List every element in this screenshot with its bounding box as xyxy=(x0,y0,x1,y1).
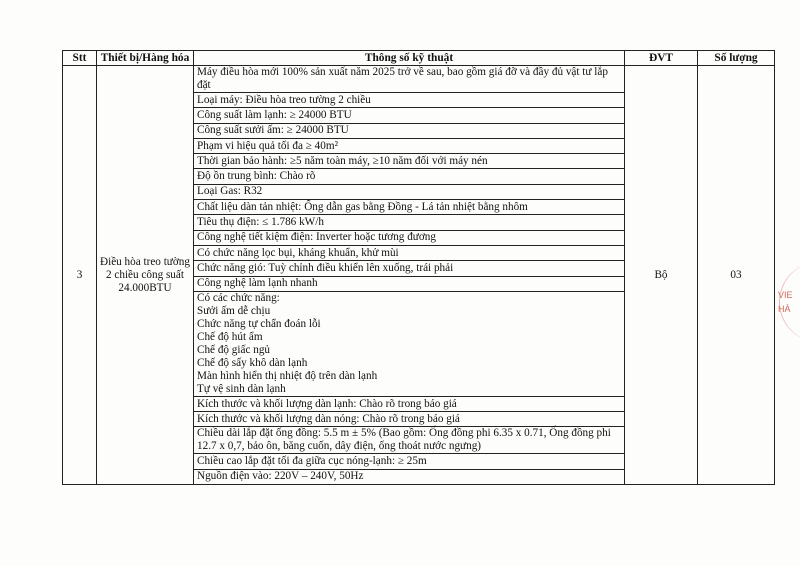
table-header-row xyxy=(63,51,775,66)
spec-feature-line: Chế độ sấy khô dàn lạnh xyxy=(197,356,308,369)
spec-line: Công nghệ làm lạnh nhanh xyxy=(194,276,625,291)
item-device: Điều hòa treo tường 2 chiều công suất 24.000BTU xyxy=(97,66,194,485)
spec-feature-line: Có các chức năng: xyxy=(197,291,280,304)
spec-line: Nguồn điện vào: 220V – 240V, 50Hz xyxy=(194,469,625,484)
spec-feature-line: Tự vệ sinh dàn lạnh xyxy=(197,382,286,395)
spec-feature-line: Chế độ hút ẩm xyxy=(197,330,263,343)
table-row xyxy=(63,66,775,93)
item-unit: Bộ xyxy=(625,66,698,485)
spec-line: Phạm vi hiệu quả tối đa ≥ 40m² xyxy=(194,138,625,153)
spec-features xyxy=(194,291,625,396)
header-spec: Thông số kỹ thuật xyxy=(194,51,625,66)
header-qty: Số lượng xyxy=(698,51,775,66)
spec-line: Chức năng gió: Tuỳ chỉnh điều khiển lên xuống, trái phải xyxy=(194,261,625,276)
spec-feature-line: Màn hình hiển thị nhiệt độ trên dàn lạnh xyxy=(197,369,378,382)
header-device: Thiết bị/Hàng hóa xyxy=(97,51,194,66)
spec-line: Chiều dài lắp đặt ống đồng: 5.5 m ± 5% (Bao gồm: Ống đồng phi 6.35 x 0.71, Ống đồng phi 12.7 x 0,7, bảo ôn, băng cuốn, dây điện, ống thoát nước ngưng) xyxy=(194,427,625,454)
spec-line: Loại máy: Điều hòa treo tường 2 chiều xyxy=(194,93,625,108)
spec-feature-line: Chức năng tự chẩn đoán lỗi xyxy=(197,317,321,330)
stamp-text: VIE xyxy=(778,290,793,300)
spec-line: Chất liệu dàn tản nhiệt: Ống dẫn gas bằng Đồng - Lá tản nhiệt bằng nhôm xyxy=(194,200,625,215)
spec-table xyxy=(62,50,775,485)
spec-feature-line: Sưởi ấm dễ chịu xyxy=(197,304,271,317)
spec-line: Công nghệ tiết kiệm điện: Inverter hoặc tương đương xyxy=(194,230,625,245)
stamp-text: HÀ xyxy=(778,304,791,314)
item-qty: 03 xyxy=(698,66,775,485)
spec-feature-line: Chế độ giấc ngủ xyxy=(197,343,271,356)
spec-line: Kích thước và khối lượng dàn lạnh: Chào rõ trong báo giá xyxy=(194,396,625,411)
spec-line: Kích thước và khối lượng dàn nóng: Chào rõ trong báo giá xyxy=(194,412,625,427)
spec-line: Công suất làm lạnh: ≥ 24000 BTU xyxy=(194,108,625,123)
spec-line: Thời gian bảo hành: ≥5 năm toàn máy, ≥10 năm đối với máy nén xyxy=(194,154,625,169)
header-stt: Stt xyxy=(63,51,97,66)
spec-line: Độ ồn trung bình: Chào rõ xyxy=(194,169,625,184)
spec-line: Công suất sưởi ấm: ≥ 24000 BTU xyxy=(194,123,625,138)
header-unit: ĐVT xyxy=(625,51,698,66)
spec-sheet xyxy=(62,50,774,485)
spec-line: Có chức năng lọc bụi, kháng khuẩn, khử mùi xyxy=(194,245,625,260)
item-stt: 3 xyxy=(63,66,97,485)
stamp-fragment xyxy=(778,262,800,352)
spec-line: Loại Gas: R32 xyxy=(194,184,625,199)
spec-line: Máy điều hòa mới 100% sản xuất năm 2025 trở về sau, bao gồm giá đỡ và đầy đủ vật tư lắp đặt xyxy=(194,66,625,93)
spec-line: Tiêu thụ điện: ≤ 1.786 kW/h xyxy=(194,215,625,230)
spec-line: Chiều cao lắp đặt tối đa giữa cục nóng-lạnh: ≥ 25m xyxy=(194,454,625,469)
